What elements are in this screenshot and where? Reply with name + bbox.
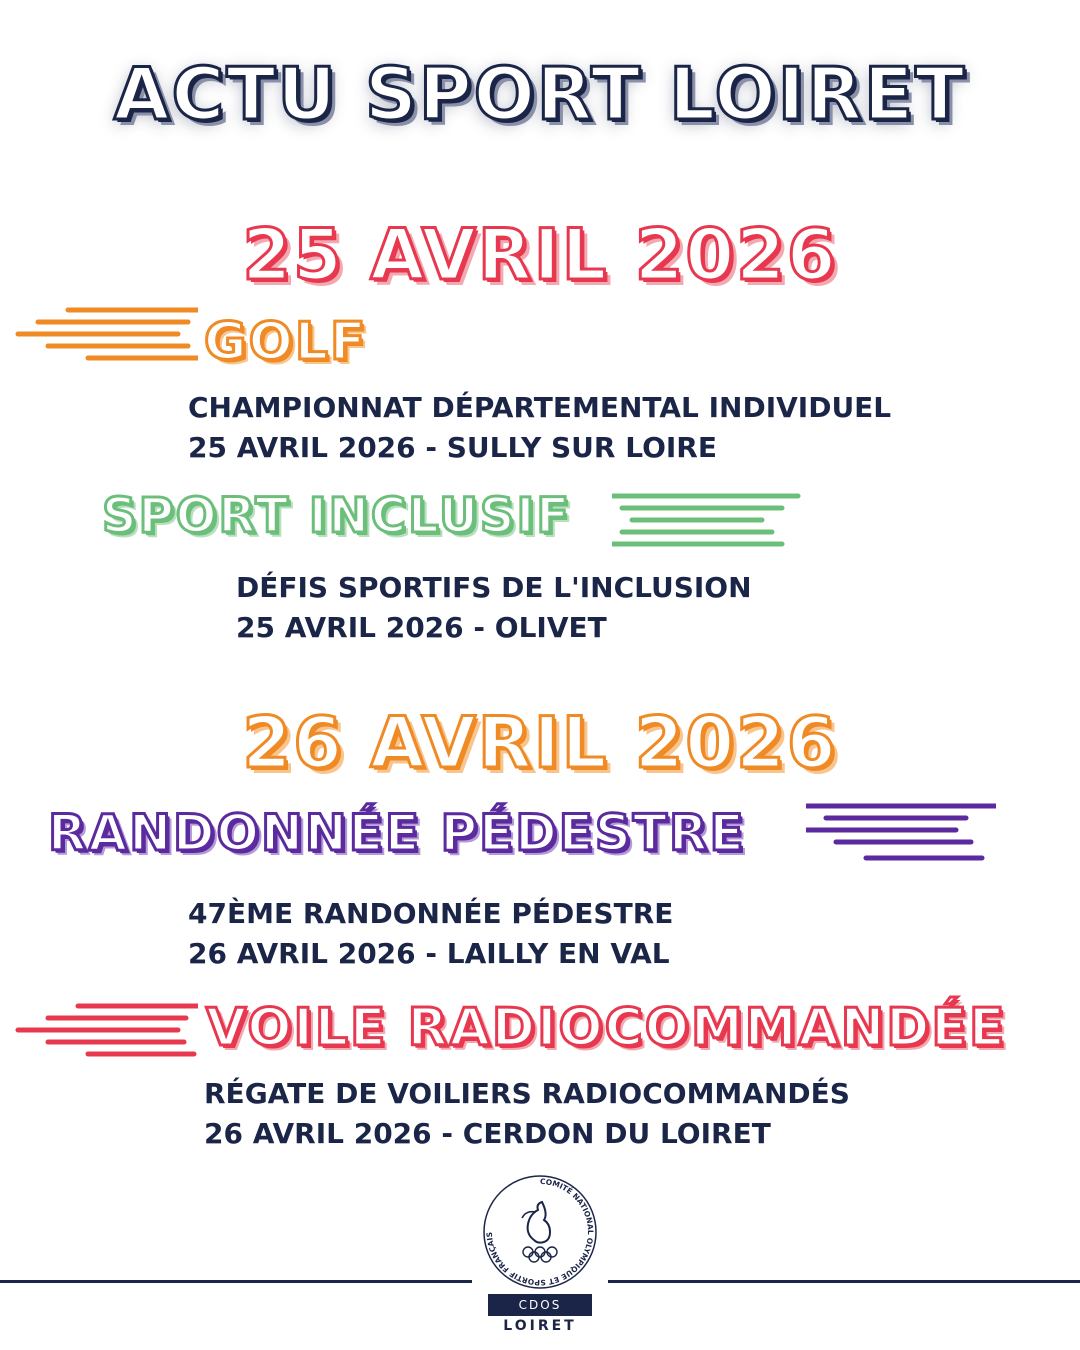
sport-title-golf: GOLF — [204, 312, 368, 372]
event-golf-date-place: 25 AVRIL 2026 - SULLY SUR LOIRE — [188, 431, 717, 464]
sport-title-randonnee: RANDONNÉE PÉDESTRE — [48, 804, 746, 862]
speed-lines-voile — [8, 1002, 198, 1062]
event-inclusif — [236, 568, 752, 648]
sport-title-inclusif: SPORT INCLUSIF — [102, 488, 572, 544]
sport-title-voile: VOILE RADIOCOMMANDÉE — [206, 998, 1007, 1058]
speed-lines-golf — [8, 306, 198, 366]
footer-divider-left — [0, 1280, 472, 1283]
date-heading-1: 25 AVRIL 2026 — [242, 214, 838, 296]
speed-lines-randonnee — [806, 802, 996, 862]
event-inclusif-name: DÉFIS SPORTIFS DE L'INCLUSION — [236, 571, 752, 604]
event-golf — [188, 388, 891, 468]
logo-ring-text: COMITÉ NATIONAL OLYMPIQUE ET SPORTIF FRANÇAIS — [484, 1176, 595, 1288]
speed-lines-inclusif — [612, 492, 802, 552]
event-randonnee-date-place: 26 AVRIL 2026 - LAILLY EN VAL — [188, 937, 670, 970]
logo-sublabel: LOIRET — [503, 1318, 577, 1334]
footer-divider-right — [608, 1280, 1080, 1283]
event-voile-name: RÉGATE DE VOILIERS RADIOCOMMANDÉS — [204, 1077, 850, 1110]
event-randonnee-name: 47ÈME RANDONNÉE PÉDESTRE — [188, 897, 674, 930]
cnosf-logo — [480, 1172, 600, 1292]
date-heading-2: 26 AVRIL 2026 — [242, 702, 838, 784]
logo-label: CDOS — [488, 1294, 592, 1316]
event-voile-date-place: 26 AVRIL 2026 - CERDON DU LOIRET — [204, 1117, 771, 1150]
event-golf-name: CHAMPIONNAT DÉPARTEMENTAL INDIVIDUEL — [188, 391, 892, 424]
page-title: ACTU SPORT LOIRET — [113, 52, 967, 136]
event-voile — [204, 1074, 850, 1154]
event-randonnee — [188, 894, 673, 974]
event-inclusif-date-place: 25 AVRIL 2026 - OLIVET — [236, 611, 607, 644]
